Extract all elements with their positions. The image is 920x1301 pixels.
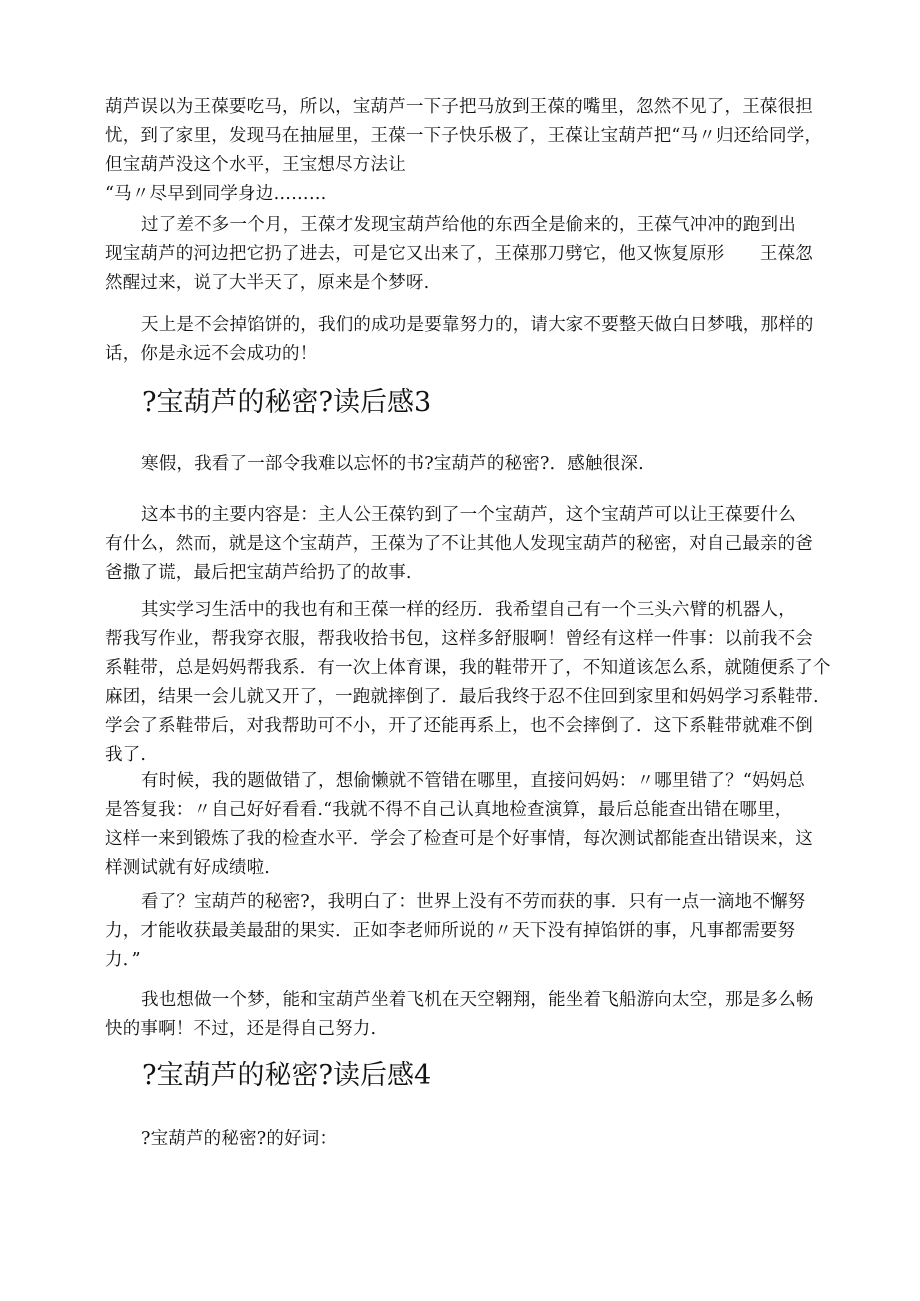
text-line: 忧，到了家里，发现马在抽屉里，王葆一下子快乐极了，王葆让宝葫芦把“马〃归还给同学， xyxy=(105,126,823,146)
text-line: 爸撒了谎，最后把宝葫芦给扔了的故事. xyxy=(105,563,412,583)
text-line: 寒假，我看了一部令我难以忘怀的书?宝葫芦的秘密?．感触很深. xyxy=(141,454,644,474)
text-line: 力，才能收获最美最甜的果实．正如李老师所说的〃天下没有掉馅饼的事，凡事都需要努 xyxy=(105,921,796,941)
paragraph-story-ending xyxy=(105,211,825,298)
text-line: 有时候，我的题做错了，想偷懒就不管错在哪里，直接问妈妈：〃哪里错了？“妈妈总 xyxy=(141,771,806,791)
text-line: 样测试就有好成绩啦. xyxy=(105,858,271,878)
paragraph-story-summary xyxy=(105,93,825,209)
section-heading-4: ?宝葫芦的秘密?读后感4 xyxy=(142,1060,432,1091)
text-line: 有什么，然而，就是这个宝葫芦，王葆为了不让其他人发现宝葫芦的秘密，对自己最亲的爸 xyxy=(105,534,813,554)
paragraph-main-content xyxy=(105,501,825,588)
text-line: 学会了系鞋带后，对我帮助可不小，开了还能再系上，也不会摔倒了．这下系鞋带就难不倒 xyxy=(105,716,813,736)
text-line: 现宝葫芦的河边把它扔了进去，可是它又出来了，王葆那刀劈它，他又恢复原形 王葆忽 xyxy=(105,244,813,264)
text-line: ?宝葫芦的秘密?的好词： xyxy=(141,1129,338,1149)
text-line: 这样一来到锻炼了我的检查水平．学会了检查可是个好事情，每次测试都能查出错误来，这 xyxy=(105,829,813,849)
paragraph-shoelace xyxy=(105,596,831,770)
text-line: 快的事啊！不过，还是得自己努力. xyxy=(105,1019,377,1039)
paragraph-lesson xyxy=(105,888,825,975)
text-line: 帮我写作业，帮我穿衣服，帮我收拾书包，这样多舒服啊！曾经有这样一件事：以前我不会 xyxy=(105,629,813,649)
text-line: 其实学习生活中的我也有和王葆一样的经历．我希望自己有一个三头六臂的机器人， xyxy=(141,600,796,620)
text-line: 葫芦误以为王葆要吃马，所以，宝葫芦一下子把马放到王葆的嘴里，忽然不见了，王葆很担 xyxy=(105,97,813,117)
paragraph-dream xyxy=(105,986,825,1044)
paragraph-checking xyxy=(105,767,825,883)
text-line: 但宝葫芦没这个水平，王宝想尽方法让 xyxy=(105,155,406,175)
text-line: 过了差不多一个月，王葆才发现宝葫芦给他的东西全是偷来的，王葆气冲冲的跑到出 xyxy=(141,215,796,235)
paragraph-intro xyxy=(105,450,825,479)
paragraph-good-words xyxy=(105,1125,825,1154)
text-line: “马〃尽早到同学身边……… xyxy=(105,184,327,204)
paragraph-moral xyxy=(105,311,825,369)
text-line: 然醒过来，说了大半天了，原来是个梦呀. xyxy=(105,273,430,293)
text-line: 天上是不会掉馅饼的，我们的成功是要靠努力的，请大家不要整天做白日梦哦，那样的 xyxy=(141,315,814,335)
text-line: 力．” xyxy=(105,950,141,970)
text-line: 话，你是永远不会成功的！ xyxy=(105,344,318,364)
text-line: 我也想做一个梦，能和宝葫芦坐着飞机在天空翱翔，能坐着飞船游向太空，那是多么畅 xyxy=(141,990,814,1010)
text-line: 系鞋带，总是妈妈帮我系．有一次上体育课，我的鞋带开了，不知道该怎么系，就随便系了个 xyxy=(105,658,831,678)
text-line: 麻团，结果一会儿就又开了，一跑就摔倒了．最后我终于忍不住回到家里和妈妈学习系鞋带. xyxy=(105,687,819,707)
text-line: 看了？宝葫芦的秘密?，我明白了：世界上没有不劳而获的事．只有一点一滴地不懈努 xyxy=(141,892,806,912)
text-line: 是答复我：〃自己好好看看.“我就不得不自己认真地检查演算，最后总能查出错在哪里， xyxy=(105,800,793,820)
text-line: 这本书的主要内容是：主人公王葆钓到了一个宝葫芦，这个宝葫芦可以让王葆要什么 xyxy=(141,505,796,525)
text-line: 我了. xyxy=(105,745,147,765)
section-heading-3: ?宝葫芦的秘密?读后感3 xyxy=(142,387,432,418)
